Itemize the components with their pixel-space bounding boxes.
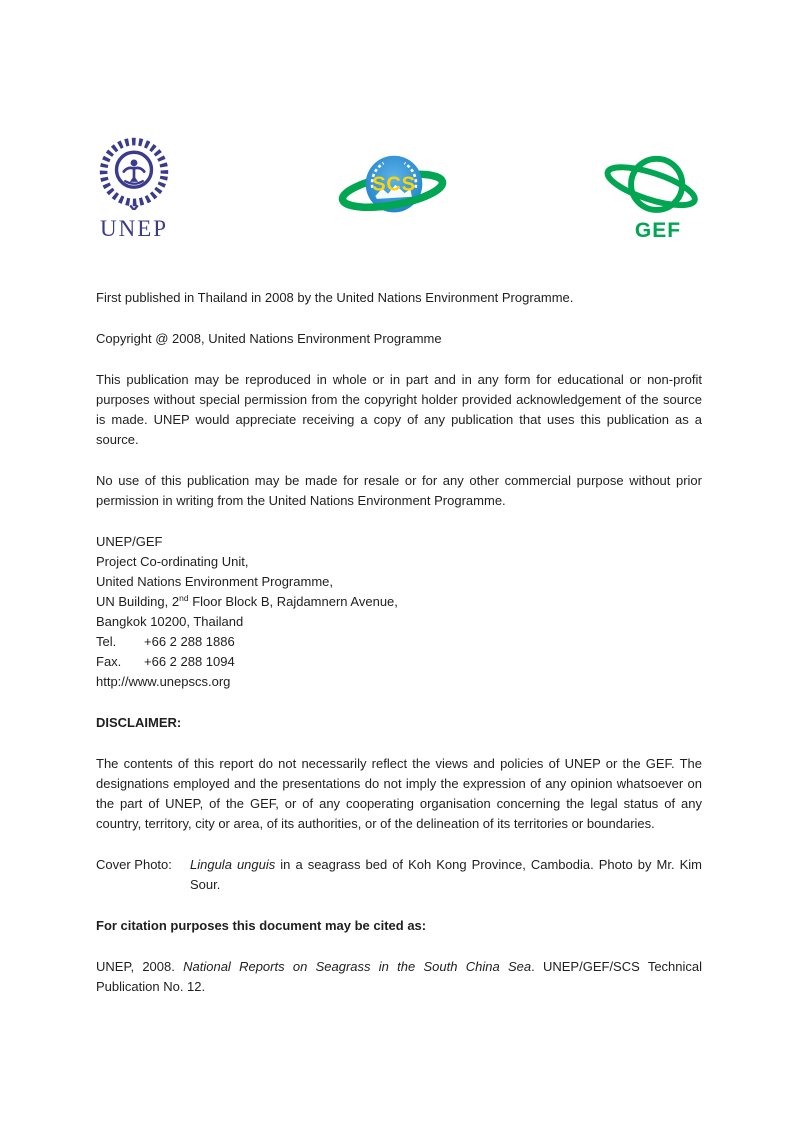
- address-tel: [96, 632, 702, 652]
- unep-logo: [94, 134, 174, 242]
- tel-label: Tel.: [96, 634, 117, 649]
- address-building-pre: UN Building, 2: [96, 594, 180, 609]
- citation-paragraph: [96, 957, 702, 997]
- fax-label: Fax.: [96, 654, 122, 669]
- address-block: [96, 532, 702, 692]
- gef-wordmark: GEF: [634, 219, 682, 242]
- address-city: Bangkok 10200, Thailand: [96, 614, 244, 629]
- cover-photo-species: Lingula unguis: [190, 857, 276, 872]
- no-resale-paragraph: No use of this publication may be made for resale or for any other commercial purpose without prior permission in writing from the United Nations Environment Programme.: [96, 473, 702, 508]
- unep-wordmark: UNEP: [99, 216, 169, 241]
- cover-photo-text: [190, 855, 702, 895]
- citation-post: . UNEP/GEF/SCS Technical Publication No. 12.: [96, 959, 703, 994]
- first-published-line: First published in Thailand in 2008 by the United Nations Environment Programme.: [96, 290, 574, 305]
- unep-emblem-icon: [96, 134, 172, 210]
- address-unit: Project Co-ordinating Unit,: [96, 554, 249, 569]
- cover-photo-rest: in a seagrass bed of Koh Kong Province, Cambodia. Photo by Mr. Kim Sour.: [190, 857, 702, 892]
- gef-globe-icon: [598, 146, 708, 220]
- citation-heading: For citation purposes this document may be cited as:: [96, 918, 427, 933]
- scs-globe-icon: [338, 146, 450, 228]
- copyright-line: Copyright @ 2008, United Nations Environment Programme: [96, 331, 442, 346]
- gef-logo: [598, 146, 708, 243]
- citation-title: National Reports on Seagrass in the South China Sea: [183, 959, 532, 974]
- address-org: UNEP/GEF: [96, 534, 163, 549]
- fax-value: +66 2 288 1094: [144, 654, 235, 669]
- address-programme: United Nations Environment Programme,: [96, 574, 333, 589]
- citation-pre: UNEP, 2008.: [96, 959, 184, 974]
- disclaimer-paragraph: The contents of this report do not necessarily reflect the views and policies of UNEP or the GEF. The designations employed and the presentations do not imply the expression of any opinion whatsoever on the part of UNEP, of the GEF, or of any cooperating organisation concerning the legal status of any country, territory, city or area, of its authorities, or of the delineation of its territories or boundaries.: [96, 756, 702, 831]
- page-body: [96, 288, 702, 1018]
- address-building-sup: nd: [179, 593, 189, 603]
- disclaimer-heading: DISCLAIMER:: [96, 715, 182, 730]
- website-url: http://www.unepscs.org: [96, 674, 231, 689]
- address-fax: [96, 652, 702, 672]
- address-building-post: Floor Block B, Rajdamnern Avenue,: [188, 594, 398, 609]
- tel-value: +66 2 288 1886: [144, 634, 235, 649]
- reproduction-paragraph: This publication may be reproduced in whole or in part and in any form for educational or non-profit purposes without special permission from the copyright holder provided acknowledgement of the source is made. UNEP would appreciate receiving a copy of any publication that uses this publication as a source.: [96, 372, 702, 447]
- scs-logo: [338, 146, 450, 228]
- cover-photo-row: [96, 855, 702, 895]
- scs-label: SCS: [372, 173, 416, 196]
- address-building: [96, 592, 702, 612]
- cover-photo-label: Cover Photo:: [96, 857, 172, 872]
